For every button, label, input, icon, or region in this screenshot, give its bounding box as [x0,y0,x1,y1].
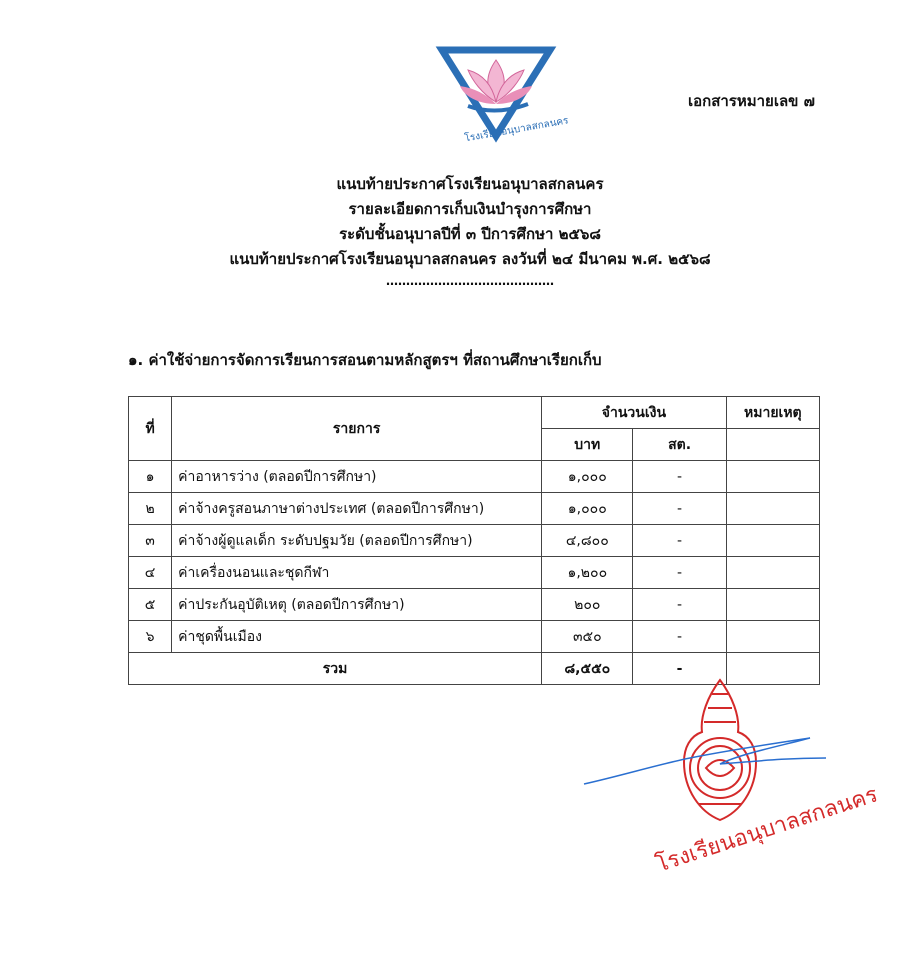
header-baht: บาท [542,429,633,461]
row-item: ค่าเครื่องนอนและชุดกีฬา [172,557,542,589]
row-satang: - [633,557,726,589]
row-note [726,525,819,557]
row-baht: ๑,๒๐๐ [542,557,633,589]
row-satang: - [633,493,726,525]
total-baht: ๘,๕๕๐ [542,653,633,685]
fee-table [128,396,820,685]
row-item: ค่าประกันอุบัติเหตุ (ตลอดปีการศึกษา) [172,589,542,621]
header-amount: จำนวนเงิน [542,397,727,429]
heading-line-3: ระดับชั้นอนุบาลปีที่ ๓ ปีการศึกษา ๒๕๖๘ [339,225,601,243]
row-item: ค่าจ้างครูสอนภาษาต่างประเทศ (ตลอดปีการศึกษา) [172,493,542,525]
table-row [129,589,820,621]
seal-emblem-icon [684,680,756,820]
row-baht: ๓๕๐ [542,621,633,653]
table-row [129,461,820,493]
header-item: รายการ [172,397,542,461]
row-no: ๒ [129,493,172,525]
signature-mark [584,738,826,784]
row-satang: - [633,621,726,653]
row-note [726,621,819,653]
row-note [726,589,819,621]
row-note [726,461,819,493]
heading-line-2: รายละเอียดการเก็บเงินบำรุงการศึกษา [348,200,592,218]
row-no: ๔ [129,557,172,589]
row-note [726,493,819,525]
total-label: รวม [129,653,542,685]
total-satang: - [633,653,726,685]
header-no: ที่ [129,397,172,461]
header-satang: สต. [633,429,726,461]
section-title: ๑. ค่าใช้จ่ายการจัดการเรียนการสอนตามหลักสูตรฯ ที่สถานศึกษาเรียกเก็บ [128,351,602,369]
row-no: ๖ [129,621,172,653]
row-baht: ๑,๐๐๐ [542,493,633,525]
table-row [129,525,820,557]
table-row [129,493,820,525]
school-logo [438,44,570,145]
row-item: ค่าจ้างผู้ดูแลเด็ก ระดับปฐมวัย (ตลอดปีการศึกษา) [172,525,542,557]
heading-line-4: แนบท้ายประกาศโรงเรียนอนุบาลสกลนคร ลงวันที่ ๒๔ มีนาคม พ.ศ. ๒๕๖๘ [229,250,711,268]
table-row [129,621,820,653]
row-baht: ๑,๐๐๐ [542,461,633,493]
dotted-separator: …………………………………… [386,274,554,288]
row-baht: ๒๐๐ [542,589,633,621]
row-no: ๕ [129,589,172,621]
logo-text: โรงเรียนอนุบาลสกลนคร [463,115,570,145]
row-satang: - [633,525,726,557]
header-note: หมายเหตุ [726,397,819,429]
row-no: ๑ [129,461,172,493]
row-item: ค่าอาหารว่าง (ตลอดปีการศึกษา) [172,461,542,493]
seal-text: โรงเรียนอนุบาลสกลนคร [652,782,881,878]
row-baht: ๔,๘๐๐ [542,525,633,557]
row-note [726,557,819,589]
row-item: ค่าชุดพื้นเมือง [172,621,542,653]
heading-line-1: แนบท้ายประกาศโรงเรียนอนุบาลสกลนคร [336,175,604,193]
row-satang: - [633,461,726,493]
announcement-heading [150,172,790,290]
school-seal-stamp [580,672,881,878]
document-number: เอกสารหมายเลข ๗ [688,92,815,110]
row-satang: - [633,589,726,621]
table-row [129,557,820,589]
row-no: ๓ [129,525,172,557]
header-note-blank [726,429,819,461]
